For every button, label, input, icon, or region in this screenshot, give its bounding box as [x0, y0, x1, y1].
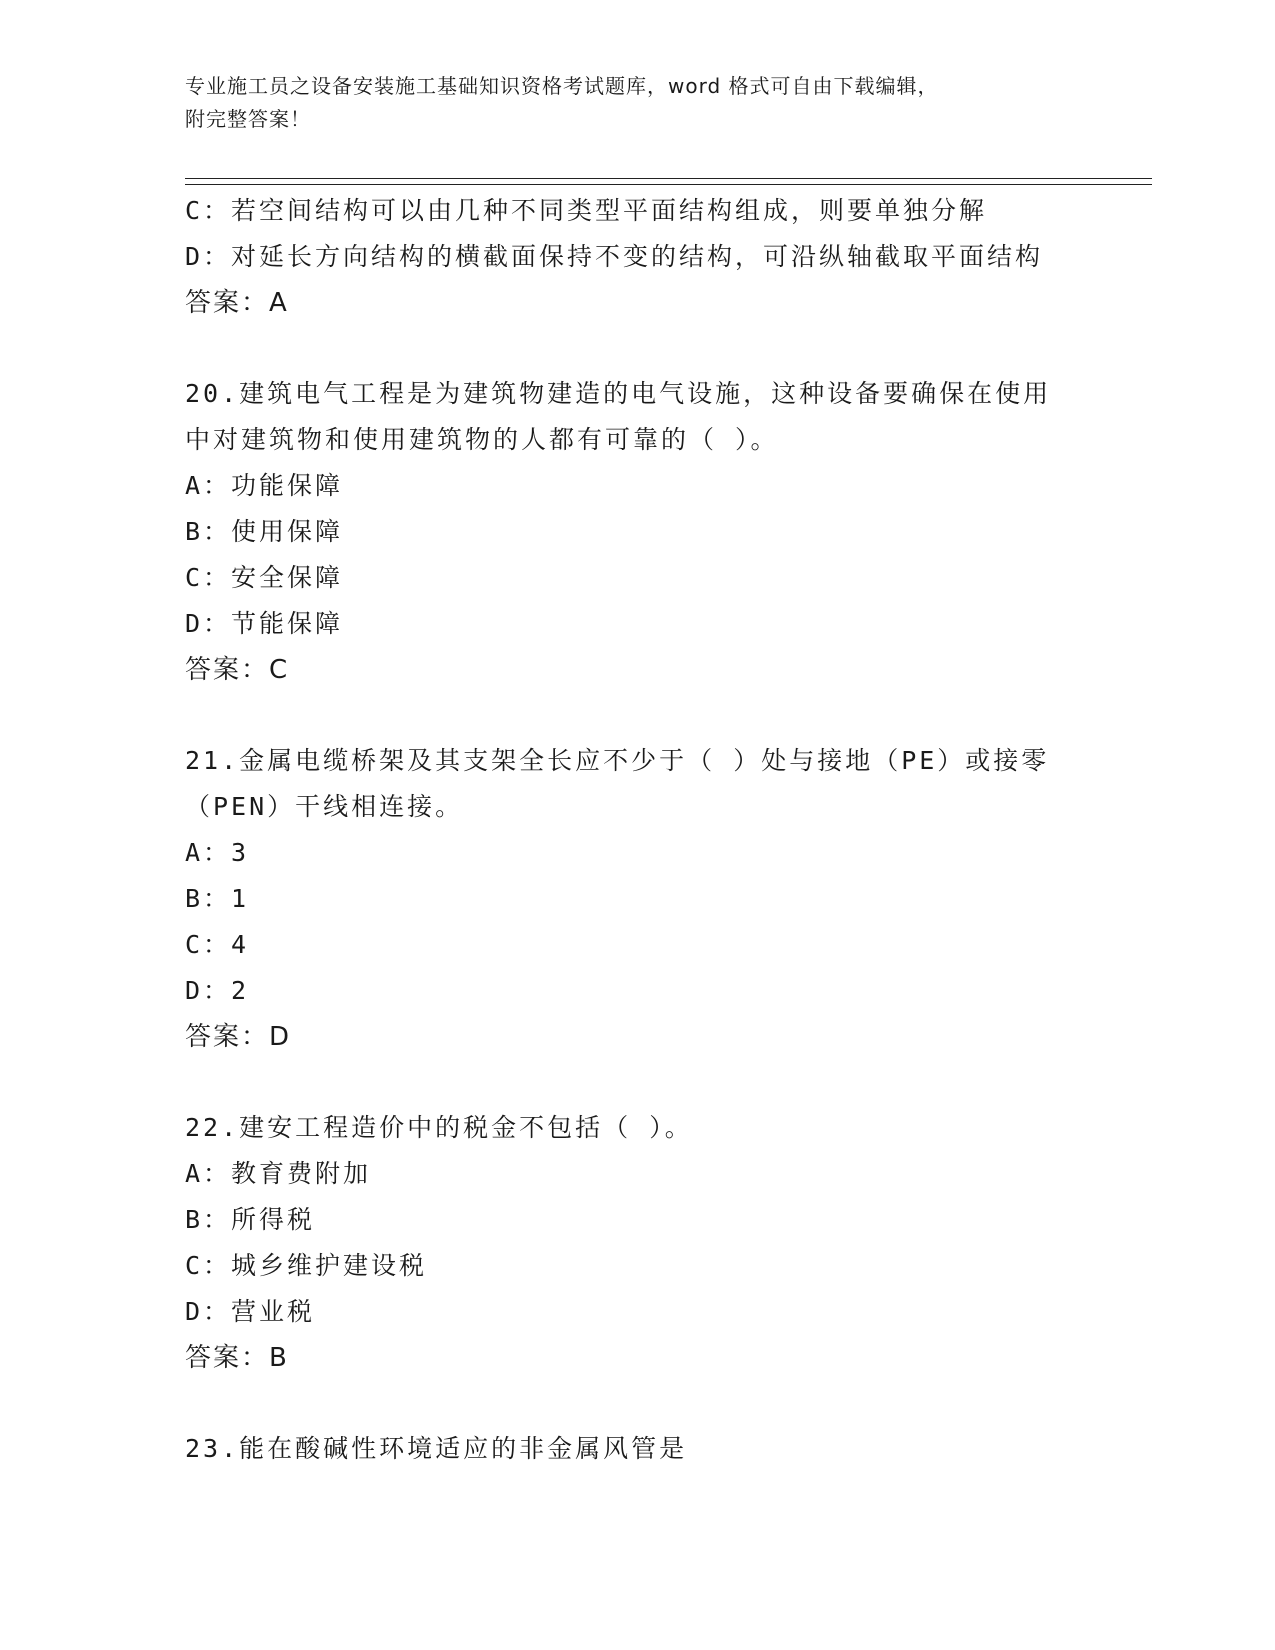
question-22	[185, 1105, 1145, 1381]
header-line-1: 专业施工员之设备安装施工基础知识资格考试题库，word 格式可自由下载编辑，	[185, 74, 939, 98]
answer-line: 答案：B	[185, 1343, 289, 1373]
option-c: C：城乡维护建设税	[185, 1251, 428, 1280]
header-divider-top	[185, 178, 1152, 179]
question-stem-line: 23.能在酸碱性环境适应的非金属风管是	[185, 1434, 688, 1463]
option-b: B：所得税	[185, 1205, 316, 1234]
question-21	[185, 738, 1145, 1060]
question-23	[185, 1426, 1145, 1472]
answer-line: 答案：C	[185, 655, 290, 685]
document-header	[185, 70, 1065, 136]
spacer	[185, 326, 1145, 371]
document-body	[185, 188, 1145, 1472]
option-d: D：营业税	[185, 1297, 316, 1326]
option-b: B：1	[185, 884, 250, 913]
question-stem-line: 21.金属电缆桥架及其支架全长应不少于（ ）处与接地（PE）或接零	[185, 746, 1050, 775]
option-b: B：使用保障	[185, 517, 344, 546]
option-d: D：对延长方向结构的横截面保持不变的结构，可沿纵轴截取平面结构	[185, 242, 1044, 271]
option-a: A：功能保障	[185, 471, 344, 500]
answer-line: 答案：D	[185, 1022, 292, 1052]
question-stem-line: 中对建筑物和使用建筑物的人都有可靠的（ ）。	[185, 425, 779, 454]
option-a: A：3	[185, 838, 250, 867]
option-d: D：2	[185, 976, 250, 1005]
question-continuation	[185, 188, 1145, 326]
question-stem-line: 20.建筑电气工程是为建筑物建造的电气设施，这种设备要确保在使用	[185, 379, 1052, 408]
header-line-2: 附完整答案！	[185, 107, 311, 131]
answer-line: 答案：A	[185, 288, 289, 318]
option-c: C：若空间结构可以由几种不同类型平面结构组成，则要单独分解	[185, 196, 988, 225]
question-20	[185, 371, 1145, 693]
header-divider-bottom	[185, 184, 1152, 185]
spacer	[185, 1060, 1145, 1105]
question-stem-line: （PEN）干线相连接。	[185, 792, 464, 821]
spacer	[185, 693, 1145, 738]
option-a: A：教育费附加	[185, 1159, 372, 1188]
option-d: D：节能保障	[185, 609, 344, 638]
option-c: C：4	[185, 930, 250, 959]
spacer	[185, 1381, 1145, 1426]
option-c: C：安全保障	[185, 563, 344, 592]
question-stem-line: 22.建安工程造价中的税金不包括（ ）。	[185, 1113, 693, 1142]
